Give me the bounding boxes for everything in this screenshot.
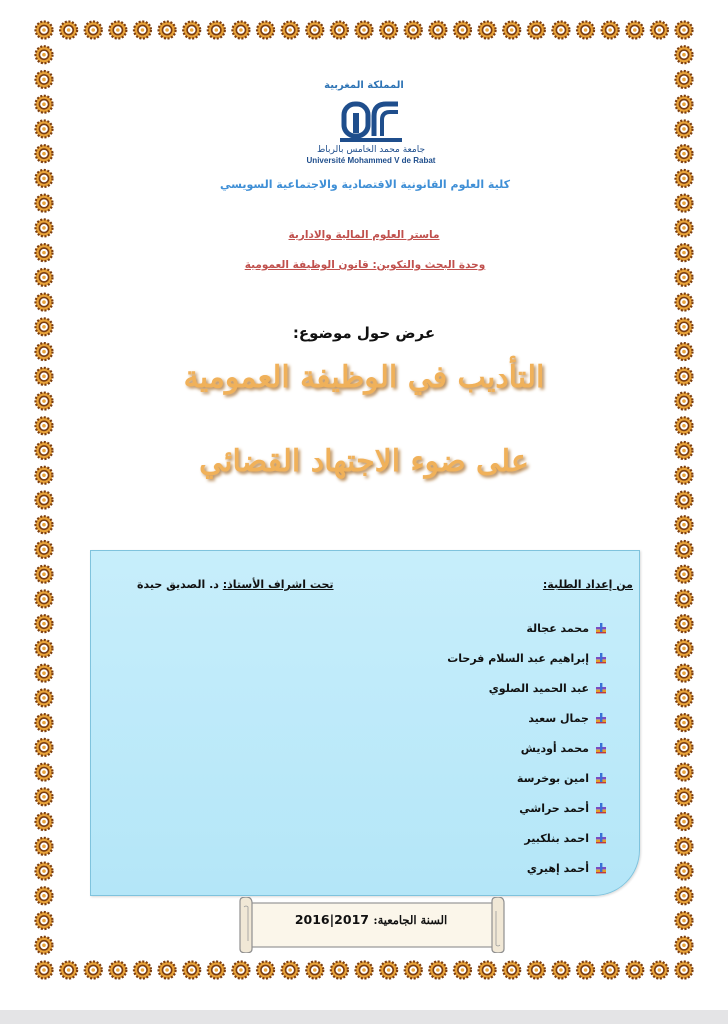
student-item xyxy=(357,703,607,733)
book-bullet-icon xyxy=(595,862,607,874)
prepared-by-label: من إعداد الطلبة: xyxy=(542,578,633,591)
student-item xyxy=(357,643,607,673)
team-panel xyxy=(90,550,640,896)
student-name: أحمد إهيري xyxy=(526,861,589,875)
university-name-french: Université Mohammed V de Rabat xyxy=(306,156,436,165)
book-bullet-icon xyxy=(595,742,607,754)
student-list xyxy=(357,613,607,883)
presentation-title-line2: على ضوء الاجتهاد القضائي xyxy=(199,444,529,479)
book-bullet-icon xyxy=(595,622,607,634)
academic-year-label: السنة الجامعية: xyxy=(373,913,448,927)
supervisor-line xyxy=(137,578,334,591)
university-logo xyxy=(294,100,448,170)
student-item xyxy=(357,673,607,703)
student-name: جمال سعيد xyxy=(528,711,589,725)
book-bullet-icon xyxy=(595,832,607,844)
student-item xyxy=(357,853,607,883)
student-name: عبد الحميد الصلوي xyxy=(488,681,589,695)
kingdom-name: المملكة المغربية xyxy=(324,80,404,91)
student-item xyxy=(357,763,607,793)
academic-year xyxy=(246,912,496,927)
book-bullet-icon xyxy=(595,652,607,664)
academic-year-value: 2016|2017 xyxy=(294,912,369,927)
student-item xyxy=(357,613,607,643)
student-item xyxy=(357,793,607,823)
book-bullet-icon xyxy=(595,802,607,814)
supervisor-label: تحت اشراف الأستاذ: xyxy=(222,578,334,591)
student-name: أحمد حراشي xyxy=(519,801,589,815)
research-unit: وحدة البحث والتكوين: قانون الوظيفة العمومية xyxy=(244,259,486,271)
student-name: محمد عجالة xyxy=(526,621,589,635)
master-program: ماستر العلوم المالية والادارية xyxy=(288,229,440,241)
book-bullet-icon xyxy=(595,712,607,724)
presentation-title-line1: التأديب في الوظيفة العمومية xyxy=(183,360,545,395)
university-name-arabic: جامعة محمد الخامس بالرباط xyxy=(316,145,426,155)
book-bullet-icon xyxy=(595,772,607,784)
student-name: إبراهيم عبد السلام فرحات xyxy=(447,651,589,665)
student-item xyxy=(357,823,607,853)
book-bullet-icon xyxy=(595,682,607,694)
student-name: احمد بنلكبير xyxy=(524,831,589,845)
student-name: محمد أوديش xyxy=(520,741,589,755)
student-name: امين بوخرسة xyxy=(516,771,589,785)
supervisor-name: د. الصديق حيدة xyxy=(137,578,219,591)
faculty-name: كلية العلوم القانونية الاقتصادية والاجتماعية السويسي xyxy=(220,178,510,191)
student-item xyxy=(357,733,607,763)
university-logo-icon xyxy=(338,100,404,146)
presentation-intro: عرض حول موضوع: xyxy=(292,324,436,342)
